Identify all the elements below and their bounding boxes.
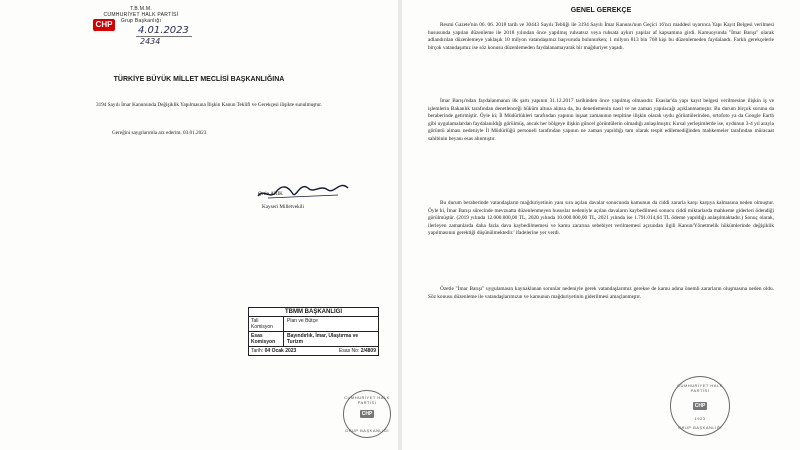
paragraph-1 <box>428 22 774 52</box>
handwritten-number: 2434 <box>140 37 161 46</box>
stamp-core: CHP <box>361 411 373 417</box>
party-stamp-icon <box>670 376 730 436</box>
letterhead-line3: Grup Başkanlığı <box>120 18 162 24</box>
letterhead-line2: CUMHURİYET HALK PARTİSİ <box>103 12 179 18</box>
tbmm-date-value: 04 Ocak 2023 <box>264 348 297 354</box>
tbmm-row-esas <box>249 332 378 347</box>
signer-name: Çetin ARIK <box>258 191 283 197</box>
tbmm-row-key: Esas Komisyon <box>249 332 284 346</box>
stamp-bottom-text: GRUP BAŞKANLIĞI <box>345 428 389 433</box>
paragraph-text: İmar Barışı'ndan faydalanmanın ilk şartı yapının 31.12.2017 tarihinden önce yapılmış olmasıdır. Esaslar'da yapı kayıt belgesi verilmesine ilişkin iş ve işlemlerin Bakanlık tarafından denetlenceği hüküm altına alınsa da, bu denetlemenin nasıl ve ne zaman yapılacağı açıklanmamıştır. Bu durum birçok sorunu da beraberinde getirmiştir. Öyle ki; İl Müdürlükleri tarafından yapının inşaat zamanının tespitine ilişkin olarak uydu görüntülerinden, ortofoto ya da Google Earth gibi uygulamalardan faydalanıldığı görülmüş, ancak her bölgeye ilişkin güncel görüntülerin olmadığı anlaşılmıştır. Kırsal yerleşimlerde ise, uydunun 3-4 yıl arayla görüntü alması nedeniyle İl Müdürlüğü personeli tarafından yapının ne zaman yapıldığı tam olarak tespit edilemediğinden mahkemeler tarafından müracaat sahibinin beyanı esas alınmıştır. <box>428 98 774 142</box>
cover-letter-page <box>0 0 398 450</box>
paragraph-text: Resmi Gazete'nin 06. 06. 2018 tarih ve 30443 Sayılı Tebliği ile 3194 Sayılı İmar Kanunu'nun Geçici 16'ncı maddesi uyarınca Yapı Kayıt Belgesi verilmesi hususunda yapılan düzenleme ile 2018 yılından önce yapılmış ruhsatsız veya ruhsata aykırı yapılar af kapsamına girdi. Kamuoyunda "İmar Barışı" olarak adlandırılan düzenlemeye yaklaşık 10 milyon vatandaşımız başvuruda bulunurken; 1 milyon 813 bin 768 kişi bu düzenlemeden faydalandı. Farklı gerekçelerle birçok vatandaşımız ise söz konusu düzenlemeden faydalanamayarak bir mağduriyet yaşadı. <box>428 22 774 51</box>
tbmm-no-label: Esas No: <box>339 348 360 354</box>
handwritten-date: 4.01.2023 <box>138 25 189 36</box>
tbmm-registry-box <box>248 307 379 356</box>
justification-page <box>402 0 800 450</box>
justification-title: GENEL GEREKÇE <box>570 7 632 14</box>
signer-role: Kayseri Milletvekili <box>262 204 304 210</box>
tbmm-row-value: Bayındırlık, İmar, Ulaştırma ve Turizm <box>287 333 359 345</box>
chp-logo-icon: CHP <box>93 19 115 31</box>
stamp-core: CHP <box>694 403 706 409</box>
letter-body: 3194 Sayılı İmar Kanununda Değişiklik Yapılmasına İlişkin Kanun Teklifi ve Gerekçesi ilişikte sunulmuştur. <box>96 102 323 108</box>
party-stamp-icon <box>343 390 391 438</box>
letterhead-line1: T.B.M.M. <box>129 6 153 12</box>
stamp-bottom-text: GRUP BAŞKANLIĞI <box>678 425 722 430</box>
tbmm-row-value: Plan ve Bütçe <box>287 318 318 324</box>
paragraph-4 <box>428 286 774 301</box>
addressee-title: TÜRKİYE BÜYÜK MİLLET MECLİSİ BAŞKANLIĞINA <box>113 76 285 83</box>
signature-icon <box>238 168 358 208</box>
stamp-ring-text: CUMHURİYET HALK PARTİSİ <box>344 395 390 405</box>
tbmm-box-header: TBMM BAŞKANLIĞI <box>249 308 378 317</box>
tbmm-footer <box>249 347 378 355</box>
tbmm-row-tali <box>249 317 378 332</box>
paragraph-3 <box>428 200 774 238</box>
letter-closing: Gereğini saygılarımla arz ederim. 03.01.2023 <box>112 130 207 136</box>
tbmm-no-value: 2/4809 <box>360 348 376 354</box>
stamp-ring-text: CUMHURİYET HALK PARTİSİ <box>677 383 723 393</box>
tbmm-date-label: Tarih: <box>251 348 264 354</box>
paragraph-text: Bu durum beraberinde vatandaşların mağduriyetinin yanı sıra açılan davalar sonucunda kamunun da ciddi zararla karşı karşıya kalmasına neden olmuştur. Öyle ki, İmar Barışı sürecinde mevzuatta düzenlenmeyen hususlar nedeniyle açılan davaların kaybedilmesi sonucu ciddi miktarlarda mahkeme giderleri ödendiği görülmüştür. (2019 yılında 12.000.000,00 TL, 2020 yılında 10.000.000,00 TL, 2021 yılında ise 1.791.014,64 TL ödeme yapıldığı anlaşılmaktadır.) Sonuç olarak, ilerleyen zamanlarda daha fazla dava kaybedilmemesi ve kamu zararına sebebiyet verilmemesi açısından ilgili Kanun/Yönetmelik hükümlerinde değişiklik yapılmasının gerektiği düşünülmektedir.' ifadelerine yer verdi. <box>428 200 774 237</box>
paragraph-text: Özetle "İmar Barışı" uygulamasın kaynaklanan sorunlar nedeniyle gerek vatandaşlarımız gerekse de kamu adına önemli zararların oluşmasına neden oldu. Söz konusu düzenleme ile vatandaşlarımızın ve kamunun mağduriyetinin giderilmesi amaçlanmıştır. <box>428 286 774 300</box>
paragraph-2 <box>428 98 774 144</box>
stamp-year: 1923 <box>694 416 706 421</box>
tbmm-row-key: Tali Komisyon <box>249 317 284 331</box>
